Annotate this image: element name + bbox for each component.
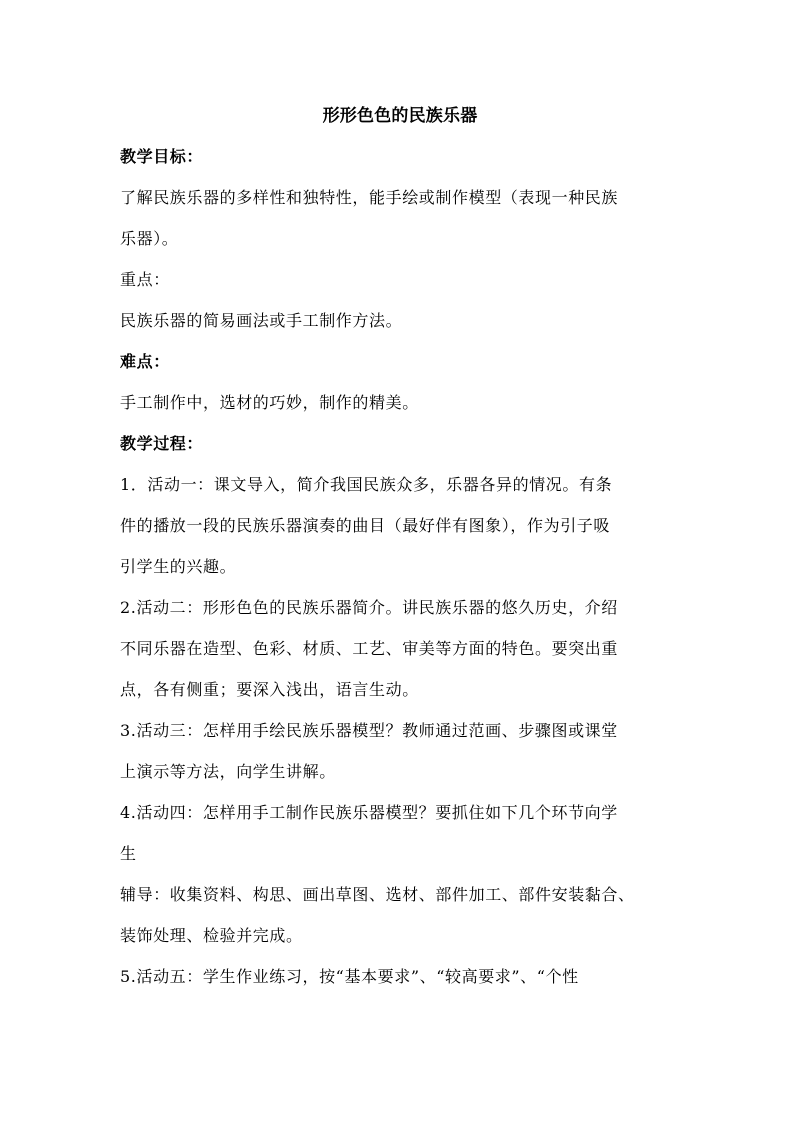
document-line: 件的播放一段的民族乐器演奏的曲目（最好伴有图象），作为引子吸 <box>120 516 611 535</box>
document-line: 手工制作中，选材的巧妙，制作的精美。 <box>120 393 419 412</box>
document-lines <box>120 136 680 997</box>
document-line: 重点： <box>120 270 170 289</box>
document-line: 了解民族乐器的多样性和独特性，能手绘或制作模型（表现一种民族 <box>120 188 619 207</box>
document-line: 装饰处理、检验并完成。 <box>120 926 303 945</box>
document-line: 4.活动四：怎样用手工制作民族乐器模型？要抓住如下几个环节向学 <box>120 803 618 822</box>
document-line: 引学生的兴趣。 <box>120 557 237 576</box>
document-line: 3.活动三：怎样用手绘民族乐器模型？教师通过范画、步骤图或课堂 <box>120 721 618 740</box>
document-line: 教学过程： <box>120 434 204 453</box>
document-line: 生 <box>120 844 137 863</box>
document-line: 5.活动五：学生作业练习，按“基本要求”、“较高要求”、“个性 <box>120 967 579 986</box>
document-line: 1．活动一：课文导入，简介我国民族众多，乐器各异的情况。有条 <box>120 475 613 494</box>
document-line: 不同乐器在造型、色彩、材质、工艺、审美等方面的特色。要突出重 <box>120 639 619 658</box>
document-line: 难点： <box>120 352 170 371</box>
document-line: 教学目标： <box>120 147 204 166</box>
document-line: 上演示等方法，向学生讲解。 <box>120 762 336 781</box>
document-line: 点，各有侧重；要深入浅出，语言生动。 <box>120 680 419 699</box>
document-line: 2.活动二：形形色色的民族乐器简介。讲民族乐器的悠久历史，介绍 <box>120 598 618 617</box>
document-line: 民族乐器的简易画法或手工制作方法。 <box>120 311 403 330</box>
document-line: 辅导：收集资料、构思、画出草图、选材、部件加工、部件安装黏合、 <box>120 885 635 904</box>
document-body <box>120 96 680 997</box>
document-line: 乐器）。 <box>120 229 179 248</box>
document-title: 形形色色的民族乐器 <box>322 106 478 126</box>
